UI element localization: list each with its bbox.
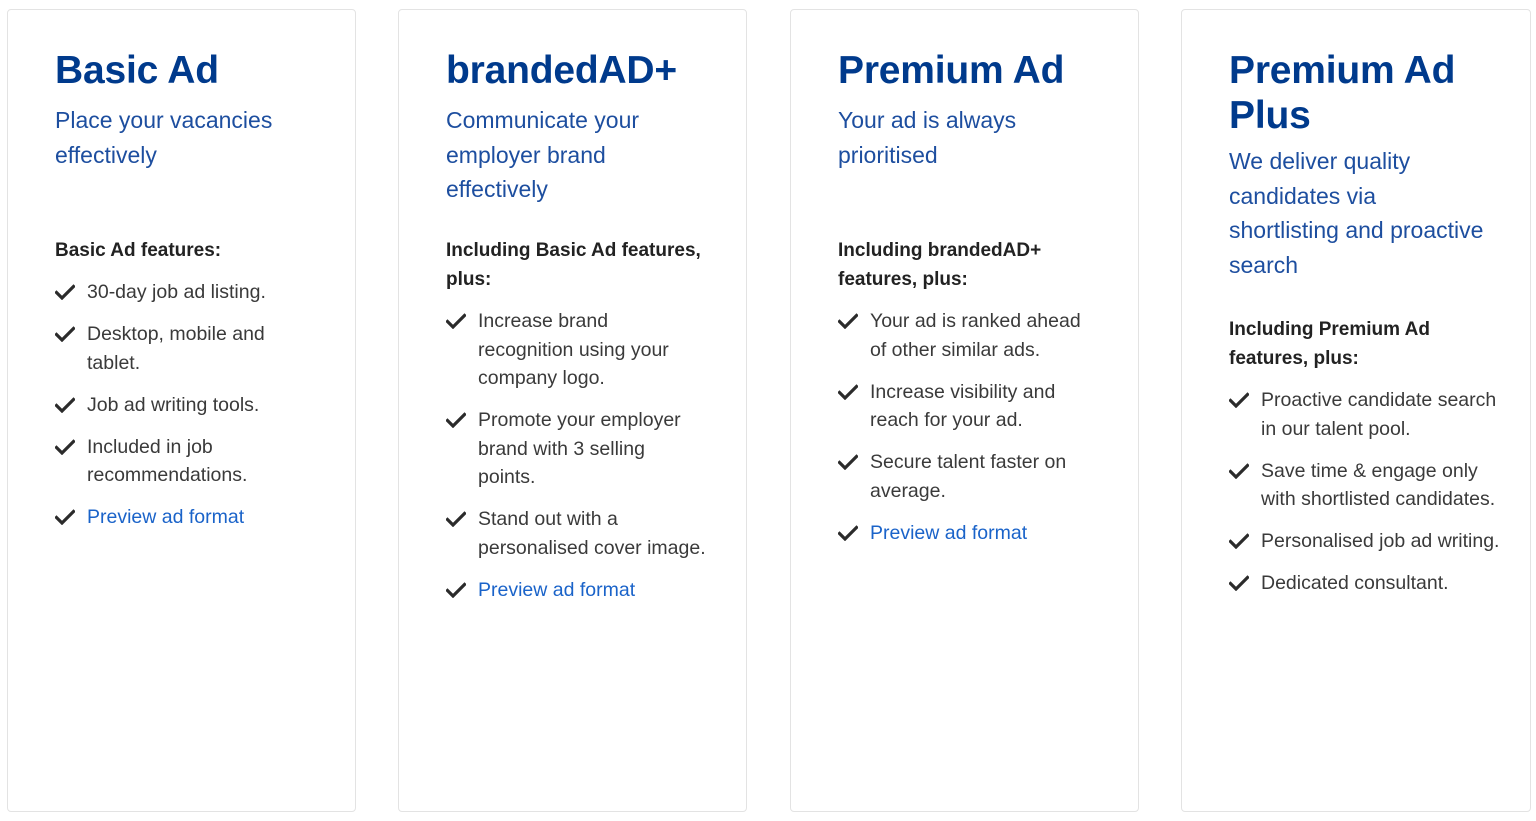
feature-text: Proactive candidate search in our talent pool. — [1261, 389, 1497, 440]
feature-text: Desktop, mobile and tablet. — [87, 323, 265, 374]
check-icon — [1229, 533, 1249, 549]
feature-item — [838, 307, 1098, 364]
feature-item-preview — [838, 519, 1098, 548]
feature-text: Included in job recommendations. — [87, 435, 248, 486]
features-heading: Including Premium Ad features, plus: — [1229, 319, 1430, 369]
check-icon — [446, 582, 466, 598]
features-heading: Including Basic Ad features, plus: — [446, 240, 701, 290]
features-heading: Basic Ad features: — [55, 240, 222, 261]
feature-text: Promote your employer brand with 3 selling points. — [478, 409, 681, 488]
card-basic-ad — [7, 9, 356, 812]
feature-item — [838, 448, 1098, 505]
preview-ad-format-link[interactable]: Preview ad format — [870, 521, 1028, 544]
card-title: Basic Ad — [55, 49, 219, 92]
feature-item — [55, 391, 315, 420]
check-icon — [55, 509, 75, 525]
check-icon — [838, 525, 858, 541]
feature-text: Save time & engage only with shortlisted candidates. — [1261, 459, 1496, 510]
card-subtitle: Your ad is always prioritised — [838, 107, 1017, 168]
features-list — [838, 307, 1098, 561]
check-icon — [55, 284, 75, 300]
preview-ad-format-link[interactable]: Preview ad format — [478, 578, 636, 601]
card-branded-ad — [398, 9, 747, 812]
card-premium-ad-plus — [1181, 9, 1531, 812]
feature-text: Secure talent faster on average. — [870, 451, 1067, 502]
check-icon — [1229, 575, 1249, 591]
features-list — [55, 278, 315, 545]
feature-text: 30-day job ad listing. — [87, 281, 266, 303]
check-icon — [1229, 392, 1249, 408]
features-list — [1229, 386, 1500, 611]
feature-item — [446, 406, 706, 492]
check-icon — [838, 313, 858, 329]
card-title: Premium Ad — [838, 49, 1065, 92]
feature-text: Job ad writing tools. — [87, 393, 260, 416]
feature-item-preview — [446, 576, 706, 605]
feature-item — [55, 278, 315, 307]
check-icon — [55, 439, 75, 455]
feature-text: Your ad is ranked ahead of other similar ads. — [870, 310, 1081, 361]
features-list — [446, 307, 706, 618]
card-subtitle: Place your vacancies effectively — [55, 107, 273, 168]
feature-item — [55, 433, 315, 490]
feature-item — [1229, 569, 1500, 598]
feature-text: Stand out with a personalised cover image. — [478, 508, 706, 559]
card-subtitle: Communicate your employer brand effectively — [446, 107, 640, 202]
feature-text: Dedicated consultant. — [1261, 572, 1449, 594]
check-icon — [838, 454, 858, 470]
feature-item — [1229, 386, 1500, 443]
check-icon — [446, 313, 466, 329]
check-icon — [55, 397, 75, 413]
feature-item — [446, 505, 706, 562]
feature-text: Increase brand recognition using your company logo. — [478, 310, 669, 389]
check-icon — [446, 412, 466, 428]
preview-ad-format-link[interactable]: Preview ad format — [87, 506, 245, 528]
feature-item — [1229, 457, 1500, 514]
feature-text: Personalised job ad writing. — [1261, 530, 1500, 552]
check-icon — [838, 384, 858, 400]
check-icon — [446, 511, 466, 527]
feature-item — [55, 320, 315, 377]
check-icon — [1229, 463, 1249, 479]
card-title: brandedAD+ — [446, 49, 677, 92]
feature-item-preview — [55, 503, 315, 532]
card-subtitle: We deliver quality candidates via shortlisting and proactive search — [1229, 148, 1484, 278]
feature-item — [838, 378, 1098, 435]
feature-item — [446, 307, 706, 393]
card-premium-ad — [790, 9, 1139, 812]
check-icon — [55, 326, 75, 342]
feature-text: Increase visibility and reach for your ad. — [870, 380, 1056, 431]
features-heading: Including brandedAD+ features, plus: — [838, 240, 1042, 290]
feature-item — [1229, 527, 1500, 556]
card-title: Premium Ad Plus — [1229, 49, 1456, 137]
